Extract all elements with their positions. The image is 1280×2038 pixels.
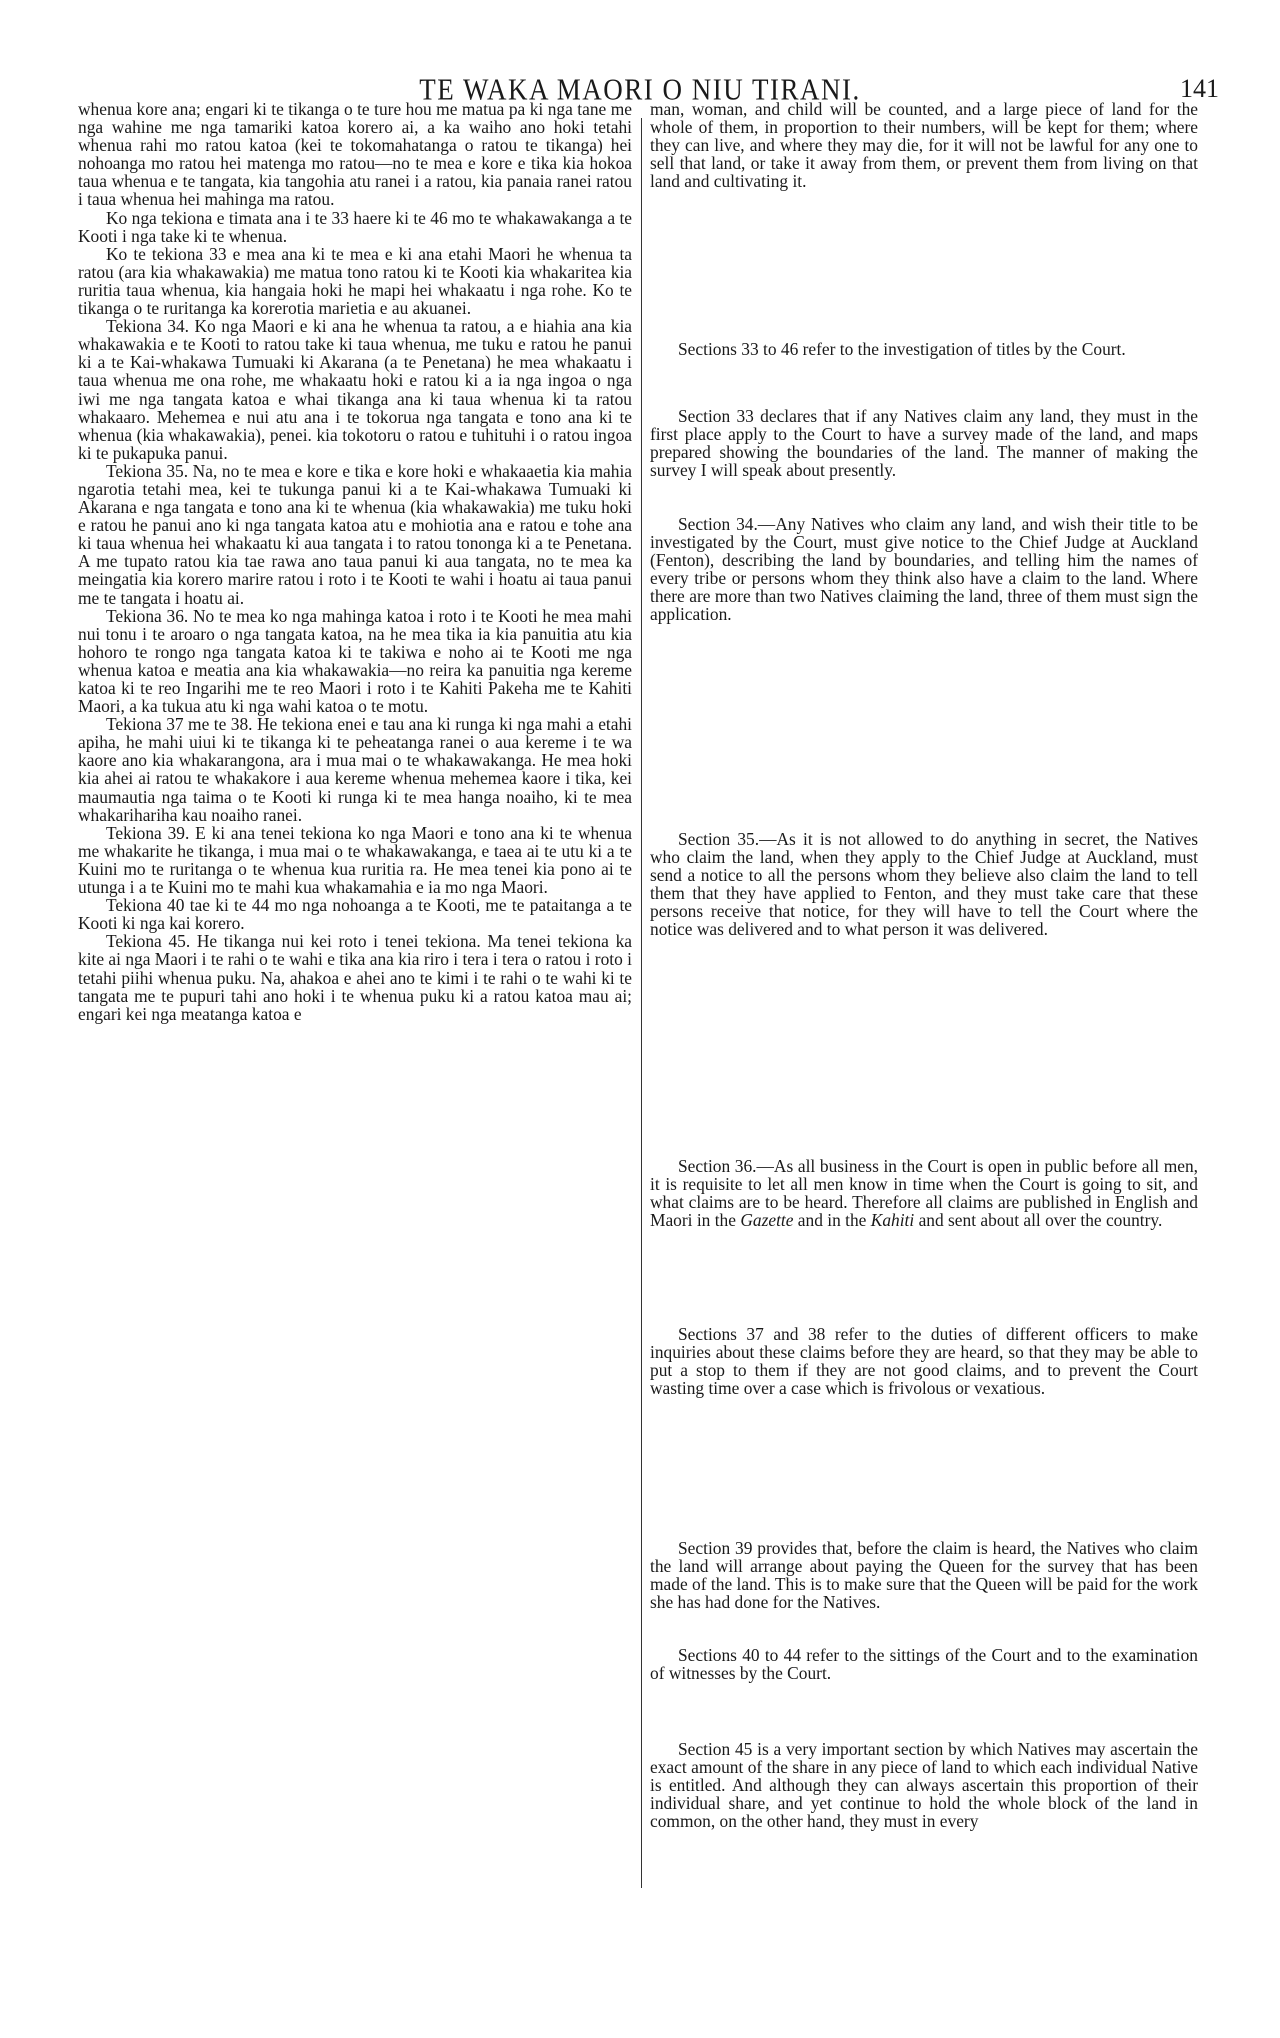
paragraph-section-45: Section 45 is a very important section by which Natives may ascertain the exact amount of the share in any piece of land to which each individual Native is entitled. And although they can always ascertain this proportion of their individual share, and yet continue to hold the whole block of the land in common, on the other hand, they must in every: [650, 1739, 1198, 1832]
paragraph-tekiona-39: Tekiona 39. E ki ana tenei tekiona ko nga Maori e tono ana ki te whenua me whakarite he tikanga, i mua mai o te whakawakanga, e taea ai te utu ki a te Kuini mo te ruritanga o te whenua kua ruritia ra. He mea tenei kia pono ai te utunga i a te Kuini mo te mahi kua whakamahia e ia mo nga Maori.: [78, 822, 632, 898]
paragraph: Ko nga tekiona e timata ana i te 33 haere ki te 46 mo te whakawakanga a te Kooti i nga take ki te whenua.: [78, 207, 632, 246]
paragraph-sections-33-46: Sections 33 to 46 refer to the investigation of titles by the Court.: [678, 339, 1126, 359]
paragraph: man, woman, and child will be counted, and a large piece of land for the whole of them, in proportion to their numbers, will be kept for them; where they can live, and where they may die, for it will not be lawful for any one to sell that land, or take it away from them, or prevent them from living on that land and cultivating it.: [650, 99, 1198, 192]
kahiti-italic: Kahiti: [870, 1210, 915, 1231]
text-span: and sent about all over the country.: [914, 1210, 1163, 1231]
gazette-italic: Gazette: [740, 1210, 794, 1231]
paragraph-section-39: Section 39 provides that, before the claim is heard, the Natives who claim the land will arrange about paying the Queen for the survey that has been made of the land. This is to make sure that the Queen will be paid for the work she has had done for the Natives.: [650, 1538, 1198, 1613]
paragraph-tekiona-45: Tekiona 45. He tikanga nui kei roto i tenei tekiona. Ma tenei tekiona ka kite ai nga Maori i te rahi o te wahi e tika ana kia riro i tera i tera o ratou i roto i tetahi piihi whenua puku. Na, ahakoa e ahei ano te kimi i te rahi o te wahi ki te tangata me te pupuri tahi ano hoki i te whenua puku ki a ratou katoa mau ai; engari kei nga meatanga katoa e: [78, 931, 632, 1024]
paragraph-sections-37-38: Sections 37 and 38 refer to the duties of different officers to make inquiries about these claims before they are heard, so that they may be able to put a stop to them if they are not good claims, and to prevent the Court wasting time over a case which is frivolous or vexatious.: [650, 1324, 1198, 1399]
paragraph-tekiona-35: Tekiona 35. Na, no te mea e kore e tika e kore hoki e whakaaetia kia mahia ngarotia tetahi mea, kei te tukunga panui ki a te Kai-whakawa Tumuaki ki Akarana e nga tangata e tono ana ki te whenua (kia whakawakia) me tuku hoki e ratou he panui ano ki nga tangata katoa atu e mohiotia ana e ratou e tohe ana ki taua whenua hei whakaatu ki aua tangata i to ratou tononga ki a te Penetana. A me tupato ratou kia tae rawa ano taua panui ki aua tangata, no te mea ka meingatia kia korero marire ratou i roto i te Kooti te wahi i hoatu ai taua panui me te tangata i hoatu ai.: [78, 460, 632, 608]
text-span: and in the: [793, 1210, 871, 1231]
paragraph-section-33: Section 33 declares that if any Natives claim any land, they must in the first place apply to the Court to have a survey made of the land, and maps prepared showing the boundaries of the land. The manner of making the survey I will speak about presently.: [650, 406, 1198, 481]
newspaper-title: TE WAKA MAORI O NIU TIRANI.: [419, 72, 861, 107]
paragraph: whenua kore ana; engari ki te tikanga o te ture hou me matua pa ki nga tane me nga wahine me nga tamariki katoa korero ai, a ka waiho ano hoki tetahi whenua rahi mo ratou katoa (kei te tokomahatanga o ratou te tikanga) hei nohoanga mo ratou hei matenga mo ratou—no te mea e kore e tika kia hokoa taua whenua e te tangata, kia tangohia atu ranei i a ratou, kia panaia ranei ratou i taua whenua hei mahinga ma ratou.: [78, 99, 632, 210]
paragraph-section-35: Section 35.—As it is not allowed to do anything in secret, the Natives who claim the land, when they apply to the Chief Judge at Auckland, must send a notice to all the persons whom they believe also claim the land to tell them that they have applied to Fenton, and they must take care that these persons receive that notice, for they will have to tell the Court where the notice was delivered and to what person it was delivered.: [650, 829, 1198, 940]
paragraph-tekiona-40-44: Tekiona 40 tae ki te 44 mo nga nohoanga a te Kooti, me te pataitanga a te Kooti ki nga kai korero.: [78, 895, 632, 934]
paragraph-tekiona-36: Tekiona 36. No te mea ko nga mahinga katoa i roto i te Kooti he mea mahi nui tonu i te aroaro o nga tangata katoa, na he mea tika ia kia panuitia atu kia hohoro te rongo nga tangata katoa ki te takiwa e noho ai te Kooti me nga whenua katoa e meatia ana kia whakawakia—no reira ka panuitia nga kereme katoa ki te reo Ingarihi me te reo Maori i roto i te Kahiti Pakeha me te Kahiti Maori, a ka tukua atu ki nga wahi katoa o te motu.: [78, 605, 632, 717]
paragraph-tekiona-34: Tekiona 34. Ko nga Maori e ki ana he whenua ta ratou, a e hiahia ana kia whakawakia e te Kooti to ratou take ki taua whenua, me tuku e ratou he panui ki a te Kai-whakawa Tumuaki ki Akarana (a te Penetana) he mea whakaatu i taua whenua me ona rohe, me whakaatu hoki e ratou ki a ia nga ingoa o nga iwi me nga tangata katoa e whai tikanga ana ki taua whenua ki ta ratou whakaaro. Mehemea e nui atu ana i te tokorua nga tangata e tono ana ki te whenua (kia whakawakia), penei. kia tokotoru o ratou e tuhituhi i o ratou ingoa ki te pukapuka panui.: [78, 316, 632, 463]
text-span: Section 36.—As all business in the Court is open in public before all men, it is requisite to let all men know in time when the Court is going to sit, and what claims are to be heard. Therefore all claims are published in English and Maori in the: [650, 1156, 1198, 1231]
column-divider: [641, 118, 642, 1888]
paragraph-tekiona-37-38: Tekiona 37 me te 38. He tekiona enei e tau ana ki runga ki nga mahi a etahi apiha, he mahi uiui ki te tikanga ki te peheatanga ranei o aua kereme i te wa kaore ano kia whakarangona, ara i mua mai o te whakawakanga. He mea hoki kia ahei ai ratou te whakakore i aua kereme whenua mehemea kaore i tika, kei maumautia nga taima o te Kooti ki runga ki te mea hanga noaiho, ki te mea whakarihariha kau noaiho ranei.: [78, 714, 632, 825]
maori-text-column: [78, 100, 632, 1023]
paragraph-sections-40-44: Sections 40 to 44 refer to the sittings of the Court and to the examination of witnesses by the Court.: [650, 1645, 1198, 1684]
paragraph-section-36: [650, 1157, 1198, 1229]
page-number: 141: [1180, 74, 1219, 103]
paragraph: Ko te tekiona 33 e mea ana ki te mea e ki ana etahi Maori he whenua ta ratou (ara kia whakawakia) me matua tono ratou ki te Kooti kia whakaritea kia ruritia taua whenua, kia hangaia hoki he mapi hei whakaatu i nga rohe. Ko te tikanga o te ruritanga ka korerotia marietia e au akuanei.: [78, 243, 632, 319]
paragraph-section-34: Section 34.—Any Natives who claim any land, and wish their title to be investigated by the Court, must give notice to the Chief Judge at Auckland (Fenton), describing the land by boundaries, and telling him the names of every tribe or persons whom they think also have a claim to the land. Where there are more than two Natives claiming the land, three of them must sign the application.: [650, 514, 1198, 625]
